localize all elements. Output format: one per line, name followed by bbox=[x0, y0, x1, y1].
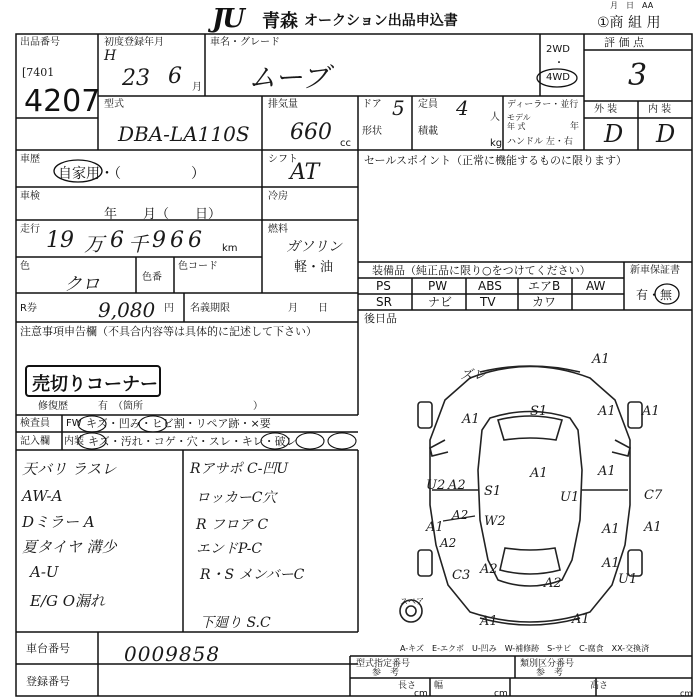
damage-legend: A-キズ E-エクボ U-凹み W-補修跡 S-サビ C-腐食 XX-交換済 bbox=[400, 644, 650, 653]
remark-left-3: Dミラー A bbox=[22, 513, 95, 531]
recycle-unit: 円 bbox=[164, 303, 174, 314]
equip-abs[interactable]: ABS bbox=[478, 279, 502, 293]
length-label: 長さ bbox=[398, 681, 417, 691]
capacity-label: 定員 bbox=[418, 99, 438, 110]
diagram-mark: A1 bbox=[602, 556, 620, 571]
diagram-mark: A1 bbox=[572, 612, 590, 627]
fuel-label: 燃料 bbox=[268, 224, 288, 235]
model-year-label1: モデル bbox=[507, 113, 531, 122]
capacity-value: 4 bbox=[456, 96, 469, 120]
diagram-mark: U1 bbox=[618, 572, 638, 587]
dealer-label: ディーラー・並行 bbox=[507, 100, 579, 110]
diagram-mark: S1 bbox=[530, 404, 548, 419]
diagram-mark: S1 bbox=[484, 484, 502, 499]
mileage-rest: 966 bbox=[152, 228, 206, 253]
inspector-row2-label: 内装 bbox=[64, 436, 84, 447]
equip-sr[interactable]: SR bbox=[376, 295, 392, 309]
title-sub: オークション出品申込書 bbox=[304, 13, 458, 29]
diagram-mark: C3 bbox=[452, 568, 471, 583]
first-reg-month-unit: 月 bbox=[192, 82, 202, 93]
diagram-mark: A1 bbox=[592, 352, 610, 367]
drive-sep: ・ bbox=[554, 58, 564, 69]
chassis-label: 車台番号 bbox=[26, 642, 70, 655]
lot-number: 4207 bbox=[24, 84, 101, 119]
remark-left-5: A-U bbox=[30, 563, 59, 581]
mileage-man: 19 bbox=[46, 228, 74, 253]
lot-number-label: 出品番号 bbox=[20, 37, 60, 48]
warranty-label: 新車保証書 bbox=[630, 265, 680, 276]
diagram-mark: A2 bbox=[480, 562, 498, 577]
diagram-mark: C7 bbox=[644, 488, 663, 503]
height-unit: cm bbox=[680, 689, 693, 698]
diagram-mark: A2 bbox=[544, 576, 562, 591]
mileage-label: 走行 bbox=[20, 224, 40, 235]
category-label: 類別区分番号 bbox=[520, 659, 575, 669]
capacity-unit: 人 bbox=[490, 112, 500, 123]
fuel-value1: ガソリン bbox=[286, 239, 342, 255]
diagram-mark: A1 bbox=[644, 520, 662, 535]
equip-leather[interactable]: カワ bbox=[532, 295, 557, 309]
rating-label: 評 価 点 bbox=[604, 36, 644, 49]
diagram-mark: A2 bbox=[440, 536, 457, 550]
width-label: 幅 bbox=[434, 681, 444, 691]
category-ref: 参 考 bbox=[536, 668, 564, 678]
remark-right-4: エンドP-C bbox=[196, 541, 263, 557]
drive-2wd: 2WD bbox=[546, 44, 570, 55]
displacement-unit: cc bbox=[340, 138, 351, 149]
notes-stamp: 売切りコーナー bbox=[32, 374, 158, 395]
first-reg-label: 初度登録年月 bbox=[104, 37, 164, 48]
doors-label: ドア bbox=[362, 99, 382, 110]
shift-value: AT bbox=[290, 160, 320, 185]
remark-right-5: R・S メンバーC bbox=[200, 567, 305, 583]
diagram-mark: W2 bbox=[484, 514, 506, 529]
model-value: DBA-LA110S bbox=[118, 122, 250, 146]
diagram-mark: A2 bbox=[452, 508, 469, 522]
recycle-value: 9,080 bbox=[98, 298, 156, 322]
diagram-mark: A1 bbox=[602, 522, 620, 537]
equip-navi[interactable]: ナビ bbox=[428, 295, 453, 309]
title-main: 青森 bbox=[262, 11, 298, 32]
first-reg-month: 6 bbox=[168, 64, 182, 89]
color-no-label: 色番 bbox=[142, 272, 162, 283]
notes-label: 注意事項申告欄（不具合内容等は具体的に記述して下さい） bbox=[20, 325, 317, 338]
equip-airbag[interactable]: エアB bbox=[528, 279, 561, 293]
recycle-label: R券 bbox=[20, 303, 37, 314]
history-value: 自家用・（ ） bbox=[58, 166, 205, 182]
top-right-small: 月 日 AA bbox=[610, 1, 654, 10]
rating-ext-value: D bbox=[604, 120, 624, 148]
equip-pw[interactable]: PW bbox=[428, 279, 448, 293]
rating-int-label: 内 装 bbox=[648, 104, 672, 115]
equipment-label: 装備品（純正品に限り○をつけてください） bbox=[372, 264, 591, 277]
model-year-unit: 年 bbox=[570, 122, 580, 132]
mileage-man-unit: 万 bbox=[84, 232, 104, 256]
model-label: 型式 bbox=[104, 99, 124, 110]
diagram-mark: A1 bbox=[530, 466, 548, 481]
chassis-value: 0009858 bbox=[124, 642, 221, 666]
inspector-row2-items: キズ・汚れ・コゲ・穴・スレ・キレ・破レ bbox=[88, 435, 297, 448]
inspector-row1-label: FW bbox=[66, 418, 82, 429]
inspector-label1: 検査員 bbox=[20, 418, 50, 429]
diagram-mark: A1 bbox=[462, 412, 480, 427]
shape-label: 形状 bbox=[362, 126, 382, 137]
remark-left-2: AW-A bbox=[22, 487, 63, 505]
repair-label: 修復歴 bbox=[38, 401, 68, 412]
mileage-sen-unit: 千 bbox=[128, 232, 148, 256]
diagram-mark: A1 bbox=[480, 614, 498, 629]
equip-ps[interactable]: PS bbox=[376, 279, 391, 293]
registration-label: 登録番号 bbox=[26, 675, 70, 688]
lot-small-code: [7401 bbox=[22, 66, 55, 79]
remark-left-1: 天バリ ラスレ bbox=[22, 460, 117, 478]
rating-ext-label: 外 装 bbox=[594, 104, 618, 115]
load-unit: kg bbox=[490, 138, 503, 149]
repair-text: 有 （箇所 ） bbox=[98, 401, 263, 412]
remark-right-1: Rアサポ C-凹U bbox=[190, 461, 289, 477]
inspector-row1-items: キズ・凹み・ヒビ割・リペア跡・×要 bbox=[86, 417, 271, 430]
shift-label: シフト bbox=[268, 154, 298, 165]
diagram-mark: A1 bbox=[598, 464, 616, 479]
diagram-mark: U1 bbox=[560, 490, 580, 505]
warranty-value: 有・無 bbox=[636, 288, 673, 302]
diagram-mark: U2 bbox=[426, 478, 446, 493]
car-name-value: ムーブ bbox=[248, 61, 330, 94]
name-change-text: 月 日 bbox=[288, 303, 328, 314]
sales-point-label: セールスポイント（正常に機能するものに限ります） bbox=[364, 154, 628, 167]
color-code-label: 色コード bbox=[178, 261, 218, 272]
cooling-label: 冷房 bbox=[268, 191, 288, 202]
mileage-sen: 6 bbox=[110, 228, 124, 253]
equip-tv[interactable]: TV bbox=[480, 295, 496, 309]
inspection-label: 車検 bbox=[20, 191, 40, 202]
inspector-label2: 記入欄 bbox=[20, 436, 50, 447]
rating-int-value: D bbox=[656, 120, 676, 148]
name-change-label: 名義期限 bbox=[190, 303, 230, 314]
handle-label: ハンドル 左・右 bbox=[507, 137, 573, 147]
remark-left-4: 夏タイヤ 溝少 bbox=[22, 538, 117, 556]
ju-logo: JU bbox=[212, 4, 243, 34]
equip-aw[interactable]: AW bbox=[586, 279, 606, 293]
width-unit: cm bbox=[494, 689, 508, 699]
remark-right-6: 下廻り S.C bbox=[200, 615, 271, 631]
doors-value: 5 bbox=[392, 96, 405, 120]
designated-label: 型式指定番号 bbox=[356, 659, 411, 669]
remark-right-2: ロッカーC穴 bbox=[196, 490, 277, 506]
car-name-label: 車名・グレード bbox=[210, 37, 280, 48]
color-value: クロ bbox=[64, 274, 100, 295]
model-year-label2: 年 式 bbox=[507, 122, 526, 131]
diagram-mark: A2 bbox=[448, 478, 466, 493]
length-unit: cm bbox=[414, 689, 428, 699]
inspection-text: 年 月（ 日） bbox=[104, 207, 222, 222]
load-label: 積載 bbox=[418, 126, 438, 137]
diagram-mark: A1 bbox=[426, 520, 444, 535]
later-date-label: 後日品 bbox=[364, 312, 397, 325]
rating-value: 3 bbox=[628, 58, 648, 93]
remark-left-6: E/G O漏れ bbox=[30, 592, 106, 610]
history-label: 車歴 bbox=[20, 154, 40, 165]
mileage-unit: km bbox=[222, 243, 238, 254]
first-reg-year: 23 bbox=[122, 66, 150, 91]
spare-label: スペア bbox=[400, 597, 424, 606]
diagram-mark: ズレ bbox=[460, 368, 487, 383]
diagram-mark: A1 bbox=[598, 404, 616, 419]
designated-ref: 参 考 bbox=[372, 668, 400, 678]
form-type: ①商 組 用 bbox=[597, 15, 661, 31]
displacement-value: 660 bbox=[290, 120, 332, 145]
diagram-mark: A1 bbox=[642, 404, 660, 419]
displacement-label: 排気量 bbox=[268, 99, 298, 110]
height-label: 高さ bbox=[590, 681, 609, 691]
drive-4wd: 4WD bbox=[546, 72, 570, 83]
remark-right-3: R フロア C bbox=[196, 517, 269, 533]
fuel-value2: 軽・油 bbox=[294, 260, 334, 275]
first-reg-era: H bbox=[104, 48, 117, 64]
color-label: 色 bbox=[20, 261, 30, 272]
